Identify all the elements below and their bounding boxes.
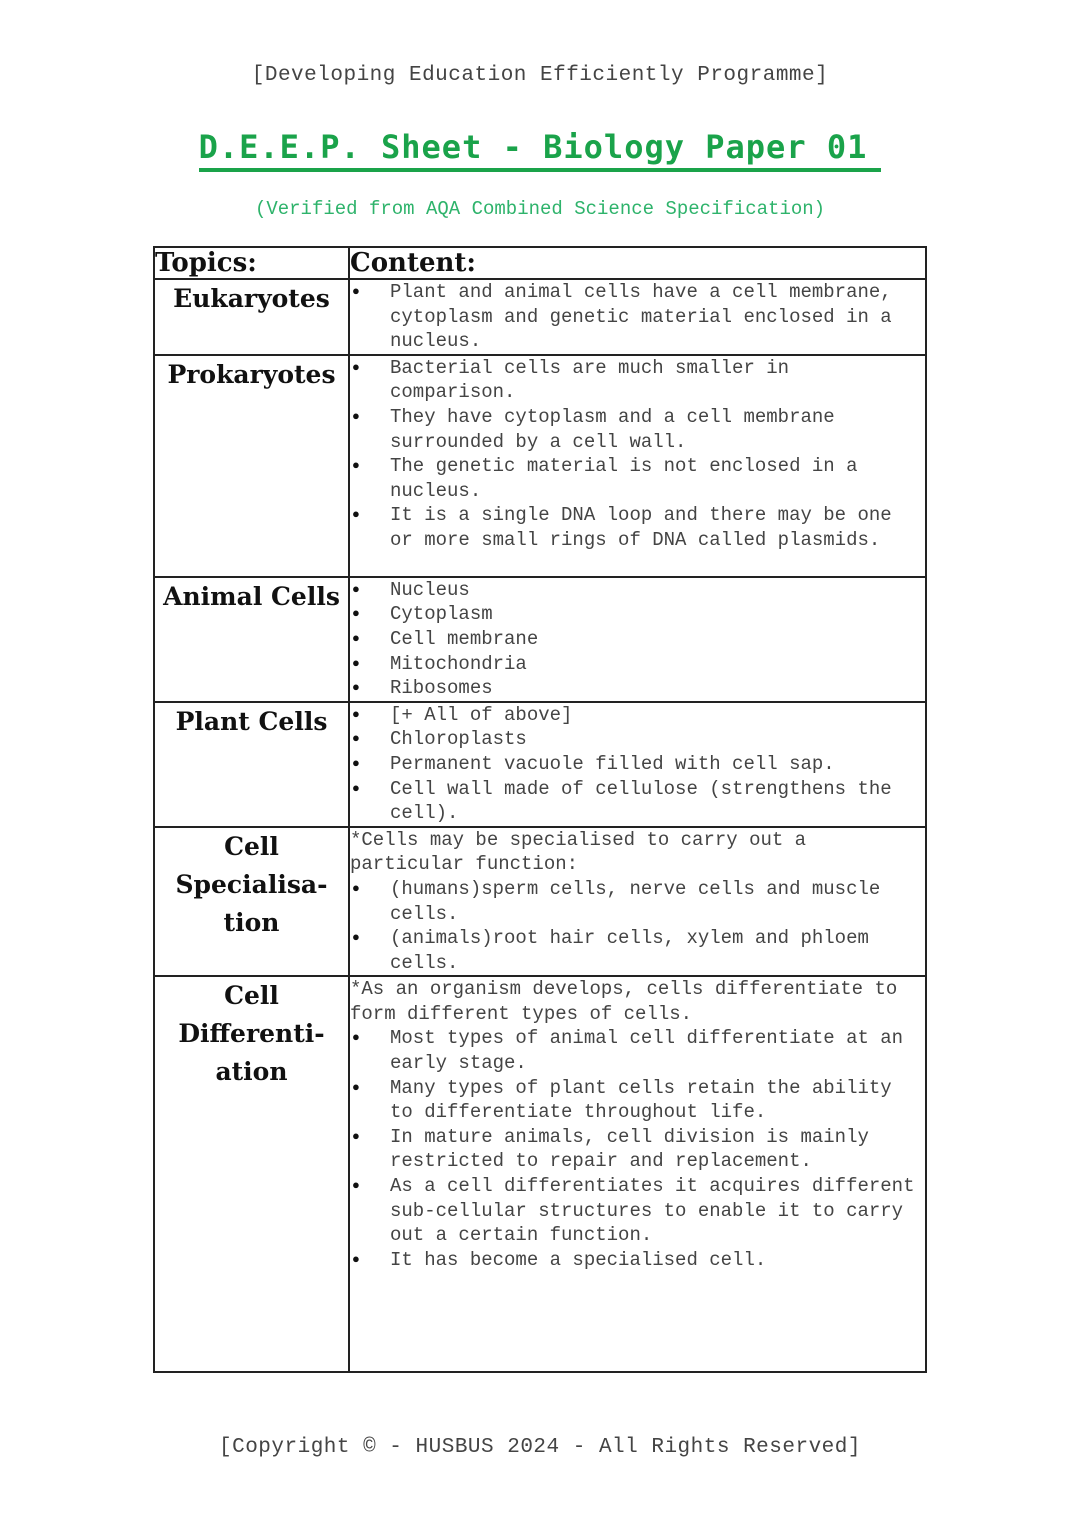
table-row: [154, 355, 926, 577]
list-item: ● Mitochondria: [350, 652, 925, 677]
topic-label: Eukaryotes: [173, 284, 330, 313]
deep-table: [153, 246, 927, 1373]
page-subtitle: (Verified from AQA Combined Science Specification): [254, 198, 826, 220]
bullet-list: [350, 356, 925, 553]
topic-cell: [154, 827, 349, 977]
topic-cell: [154, 702, 349, 827]
table-header-row: [154, 247, 926, 279]
header-topics: Topics:: [154, 247, 349, 279]
bullet-list: [350, 1026, 925, 1272]
topic-label-line: ation: [215, 1057, 288, 1087]
list-item: ● Plant and animal cells have a cell membrane, cytoplasm and genetic material enclosed in a nucleus.: [350, 280, 925, 354]
list-item: ● It has become a specialised cell.: [350, 1248, 925, 1273]
topic-label: Plant Cells: [175, 706, 328, 736]
content-intro: *As an organism develops, cells differentiate to form different types of cells.: [350, 978, 898, 1025]
content-cell: [349, 279, 926, 355]
topic-cell: [154, 976, 349, 1372]
content-cell: [349, 702, 926, 827]
table-row: [154, 827, 926, 977]
table-row: [154, 577, 926, 702]
table-row: [154, 279, 926, 355]
list-item: ● The genetic material is not enclosed in a nucleus.: [350, 454, 925, 503]
list-item: ● (humans)sperm cells, nerve cells and muscle cells.: [350, 877, 925, 926]
title-wrap: [0, 128, 1080, 172]
header-content: Content:: [349, 247, 926, 279]
topic-label-line: Differenti-: [178, 1019, 325, 1049]
content-cell: [349, 976, 926, 1372]
list-item: ● Most types of animal cell differentiate at an early stage.: [350, 1026, 925, 1075]
list-item: ● Many types of plant cells retain the ability to differentiate throughout life.: [350, 1076, 925, 1125]
list-item: ● Cell wall made of cellulose (strengthens the cell).: [350, 777, 925, 826]
topic-label: Animal Cells: [163, 581, 340, 611]
content-cell: [349, 355, 926, 577]
list-item: ● Nucleus: [350, 578, 925, 603]
list-item: ● It is a single DNA loop and there may be one or more small rings of DNA called plasmids.: [350, 503, 925, 552]
list-item: ● [+ All of above]: [350, 703, 925, 728]
table-row: [154, 976, 926, 1372]
topic-label-line: Cell: [224, 981, 279, 1011]
list-item: ● In mature animals, cell division is mainly restricted to repair and replacement.: [350, 1125, 925, 1174]
topic-label-line: Cell: [224, 831, 279, 861]
list-item: ● They have cytoplasm and a cell membrane surrounded by a cell wall.: [350, 405, 925, 454]
topic-label: Prokaryotes: [167, 359, 336, 389]
header-note: [Developing Education Efficiently Programme]: [251, 64, 829, 87]
content-intro: *Cells may be specialised to carry out a particular function:: [350, 828, 807, 876]
bullet-list: [350, 877, 925, 975]
list-item: ● Bacterial cells are much smaller in comparison.: [350, 356, 925, 405]
bullet-list: [350, 703, 925, 826]
content-cell: [349, 827, 926, 977]
list-item: ● Chloroplasts: [350, 727, 925, 752]
table-row: [154, 702, 926, 827]
topic-label-line: tion: [223, 907, 280, 937]
list-item: ● Permanent vacuole filled with cell sap.: [350, 752, 925, 777]
list-item: ● Ribosomes: [350, 676, 925, 701]
list-item: ● Cytoplasm: [350, 602, 925, 627]
bullet-list: [350, 280, 925, 354]
copyright-footer: [Copyright © - HUSBUS 2024 - All Rights Reserved]: [218, 1436, 861, 1459]
topic-cell: [154, 279, 349, 355]
page-title: D.E.E.P. Sheet - Biology Paper 01: [199, 128, 882, 172]
list-item: ● Cell membrane: [350, 627, 925, 652]
bullet-list: [350, 578, 925, 701]
list-item: ● (animals)root hair cells, xylem and phloem cells.: [350, 926, 925, 975]
topic-cell: [154, 577, 349, 702]
topic-label-line: Specialisa-: [175, 869, 328, 899]
topic-cell: [154, 355, 349, 577]
content-cell: [349, 577, 926, 702]
list-item: ● As a cell differentiates it acquires different sub-cellular structures to enable it to carry out a certain function.: [350, 1174, 925, 1248]
